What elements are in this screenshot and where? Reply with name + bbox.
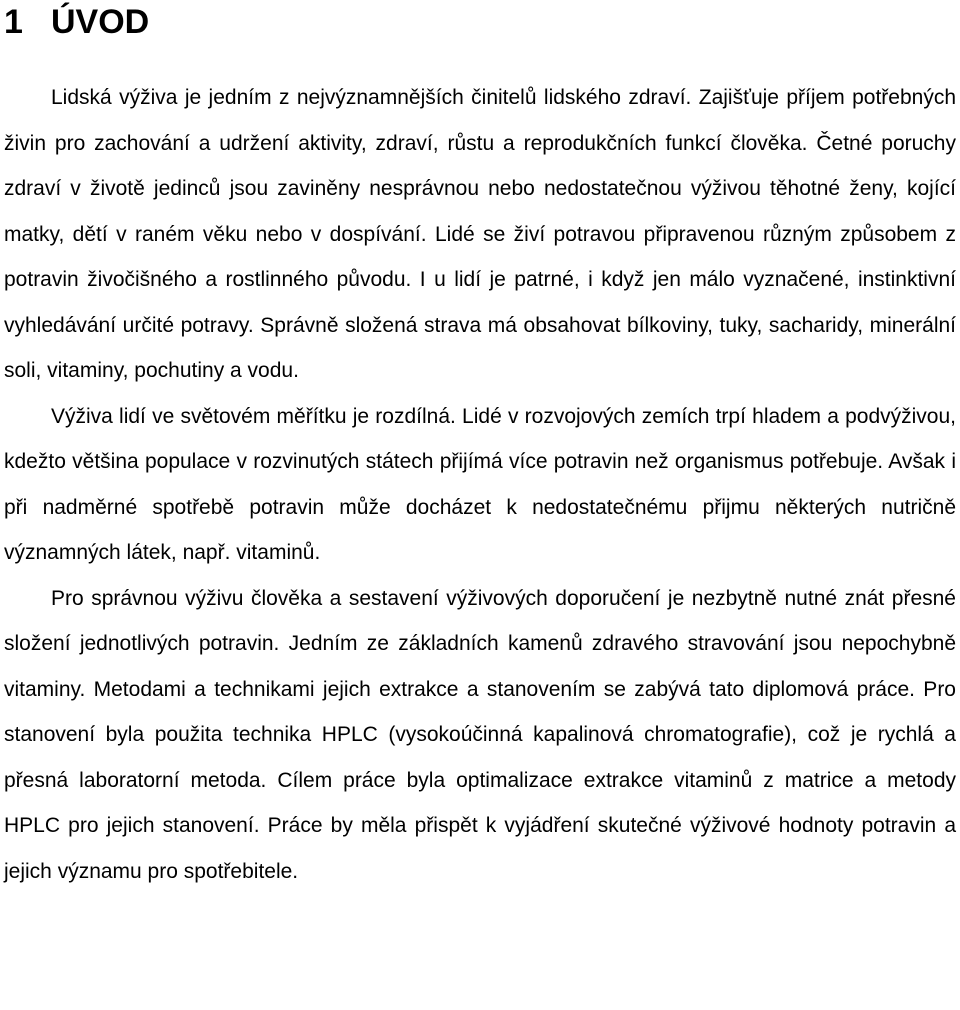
chapter-number: 1 <box>4 3 23 41</box>
paragraph: Pro správnou výživu člověka a sestavení výživových doporučení je nezbytně nutné znát přesné složení jednotlivých potravin. Jedním ze základních kamenů zdravého stravování jsou nepochybně vitaminy. Metodami a technikami jejich extrakce a stanovením se zabývá tato diplomová práce. Pro stanovení byla použita technika HPLC (vysokoúčinná kapalinová chromatografie), což je rychlá a přesná laboratorní metoda. Cílem práce byla optimalizace extrakce vitaminů z matrice a metody HPLC pro jejich stanovení. Práce by měla přispět k vyjádření skutečné výživové hodnoty potravin a jejich významu pro spotřebitele. <box>4 586 956 883</box>
chapter-body <box>4 75 956 894</box>
paragraph: Lidská výživa je jedním z nejvýznamnějších činitelů lidského zdraví. Zajišťuje příjem potřebných živin pro zachování a udržení aktivity, zdraví, růstu a reprodukčních funkcí člověka. Četné poruchy zdraví v životě jedinců jsou zaviněny nesprávnou nebo nedostatečnou výživou těhotné ženy, kojící matky, dětí v raném věku nebo v dospívání. Lidé se živí potravou připravenou různým způsobem z potravin živočišného a rostlinného původu. I u lidí je patrné, i když jen málo vyznačené, instinktivní vyhledávání určité potravy. Správně složená strava má obsahovat bílkoviny, tuky, sacharidy, minerální soli, vitaminy, pochutiny a vodu. <box>4 86 956 382</box>
paragraph: Výživa lidí ve světovém měřítku je rozdílná. Lidé v rozvojových zemích trpí hladem a podvýživou, kdežto většina populace v rozvinutých státech přijímá více potravin než organismus potřebuje. Avšak i při nadměrné spotřebě potravin může docházet k nedostatečnému přijmu některých nutričně významných látek, např. vitaminů. <box>4 404 956 564</box>
chapter-title: ÚVOD <box>51 3 150 41</box>
chapter-heading <box>4 0 956 48</box>
